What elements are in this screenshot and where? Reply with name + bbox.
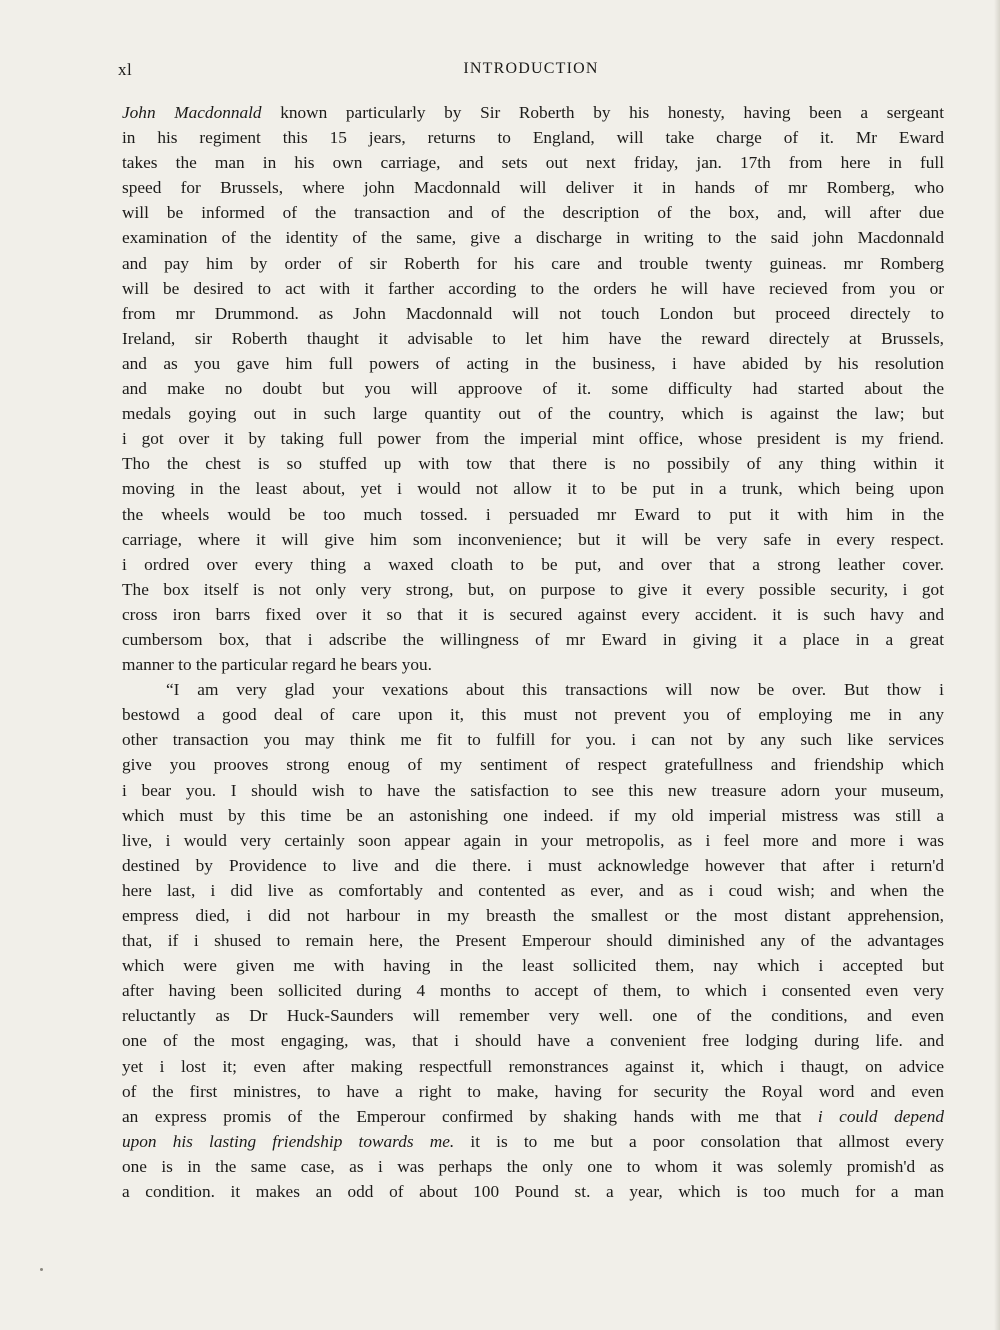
text-line [122, 627, 944, 652]
text-line [122, 401, 944, 426]
text-segment: one is in the same case, as i was perhaps the only one to whom it was solemly promish'd as [122, 1156, 944, 1176]
text-segment: will be desired to act with it farther according to the orders he will have recieved from you or [122, 278, 944, 298]
text-segment: give you prooves strong enoug of my sentiment of respect gratefullness and friendship which [122, 755, 944, 775]
text-segment: live, i would very certainly soon appear again in your metropolis, as i feel more and more i was [122, 830, 944, 850]
text-line [122, 552, 944, 577]
text-segment: known particularly by Sir Roberth by his honesty, having been a sergeant [261, 103, 944, 122]
text-line [122, 1079, 944, 1104]
text-segment: from mr Drummond. as John Macdonnald will not touch London but proceed directely to [122, 303, 944, 323]
body-text [122, 100, 944, 1204]
text-line [122, 953, 944, 978]
text-line [122, 677, 944, 702]
text-line [122, 928, 944, 953]
text-line [122, 276, 944, 301]
text-segment: takes the man in his own carriage, and sets out next friday, jan. 17th from here in full [122, 153, 944, 173]
text-line [122, 527, 944, 552]
text-line [122, 502, 944, 527]
text-line [122, 1104, 944, 1129]
text-segment: one of the most engaging, was, that i should have a convenient free lodging during life. and [122, 1031, 944, 1051]
text-line [122, 251, 944, 276]
text-line [122, 752, 944, 777]
text-segment: Ireland, sir Roberth thaught it advisable to let him have the reward directely at Brussels, [122, 328, 944, 348]
text-segment: and pay him by order of sir Roberth for his care and trouble twenty guineas. mr Romberg [122, 253, 944, 273]
text-line [122, 878, 944, 903]
text-line [122, 727, 944, 752]
text-segment: i bear you. I should wish to have the satisfaction to see this new treasure adorn your museum, [122, 780, 944, 800]
text-line [122, 125, 944, 150]
text-line [122, 451, 944, 476]
text-segment: carriage, where it will give him som inconvenience; but it will be very safe in every respect. [122, 529, 944, 549]
text-line [122, 326, 944, 351]
text-segment: speed for Brussels, where john Macdonnald will deliver it in hands of mr Romberg, who [122, 178, 944, 198]
text-line [122, 1129, 944, 1154]
text-segment: i ordred over every thing a waxed cloath to be put, and over that a strong leather cover. [122, 554, 944, 574]
italic-text-segment: upon his lasting friendship towards me. [122, 1131, 455, 1151]
text-segment: examination of the identity of the same, give a discharge in writing to the said john Macdonnald [122, 228, 944, 248]
text-segment: Tho the chest is so stuffed up with tow that there is no possibily of any thing within it [122, 454, 944, 474]
text-line [122, 426, 944, 451]
text-line [122, 351, 944, 376]
text-line [122, 602, 944, 627]
text-segment: moving in the least about, yet i would not allow it to be put in a trunk, which being upon [122, 479, 944, 499]
text-line [122, 652, 944, 677]
text-segment: after having been sollicited during 4 months to accept of them, to which i consented even very [122, 981, 944, 1001]
text-segment: and as you gave him full powers of acting in the business, i have abided by his resolution [122, 353, 944, 373]
running-head: INTRODUCTION [463, 60, 599, 77]
text-segment: an express promis of the Emperour confirmed by shaking hands with me that [122, 1106, 818, 1126]
text-line [122, 1154, 944, 1179]
text-segment: of the first ministres, to have a right to make, having for security the Royal word and even [122, 1081, 944, 1101]
text-line [122, 702, 944, 727]
text-segment: which must by this time be an astonishing one indeed. if my old imperial mistress was still a [122, 805, 944, 825]
text-segment: a condition. it makes an odd of about 100 Pound st. a year, which is too much for a man [122, 1182, 944, 1202]
text-segment: empress died, i did not harbour in my breasth the smallest or the most distant apprehension, [122, 906, 944, 925]
text-line [122, 1054, 944, 1079]
italic-text-segment: i could depend [817, 1106, 944, 1126]
text-line [122, 476, 944, 501]
text-segment: i got over it by taking full power from the imperial mint office, whose president is my friend. [122, 429, 944, 449]
italic-text-segment: John Macdonnald [122, 103, 262, 122]
text-segment: The box itself is not only very strong, but, on purpose to give it every possible security, i got [122, 579, 944, 599]
text-line [122, 1028, 944, 1053]
text-line [122, 200, 944, 225]
text-segment: will be informed of the transaction and of the description of the box, and, will after due [122, 203, 944, 223]
text-line [122, 903, 944, 928]
text-segment: here last, i did live as comfortably and contented as ever, and as i coud wish; and when the [122, 880, 944, 900]
page-header [118, 60, 944, 84]
text-segment: reluctantly as Dr Huck-Saunders will remember very well. one of the conditions, and even [122, 1006, 944, 1026]
text-line [122, 853, 944, 878]
text-segment: and make no doubt but you will approove of it. some difficulty had started about the [122, 379, 944, 399]
text-line [122, 100, 944, 125]
page-number: xl [118, 60, 133, 79]
text-segment: which were given me with having in the least sollicited them, nay which i accepted but [122, 956, 944, 976]
text-line [122, 803, 944, 828]
text-segment: “I am very glad your vexations about this transactions will now be over. But thow i [166, 680, 944, 700]
text-line [122, 1179, 944, 1204]
text-line [122, 778, 944, 803]
text-line [122, 175, 944, 200]
text-line [122, 1003, 944, 1028]
text-line [122, 577, 944, 602]
text-line [122, 301, 944, 326]
text-segment: other transaction you may think me fit to fulfill for you. i can not by any such like services [122, 730, 944, 750]
scan-edge-shadow [994, 0, 1000, 1330]
text-line [122, 376, 944, 401]
text-segment: bestowd a good deal of care upon it, this must not prevent you of employing me in any [122, 705, 944, 725]
text-segment: medals goying out in such large quantity out of the country, which is against the law; but [122, 404, 944, 424]
text-segment: cumbersom box, that i adscribe the willingness of mr Eward in giving it a place in a great [122, 629, 944, 649]
text-segment: that, if i shused to remain here, the Present Emperour should diminished any of the advantages [122, 931, 944, 951]
text-line [122, 828, 944, 853]
text-segment: yet i lost it; even after making respectfull remonstrances against it, which i thaugt, on advice [122, 1056, 944, 1076]
text-line [122, 225, 944, 250]
text-line [122, 978, 944, 1003]
text-segment: manner to the particular regard he bears you. [122, 655, 432, 675]
text-line [122, 150, 944, 175]
text-segment: destined by Providence to live and die there. i must acknowledge however that after i return'd [122, 855, 944, 875]
text-segment: the wheels would be too much tossed. i persuaded mr Eward to put it with him in the [122, 504, 944, 524]
text-segment: it is to me but a poor consolation that allmost every [454, 1131, 944, 1151]
scan-speck [40, 1268, 43, 1271]
text-segment: in his regiment this 15 jears, returns to England, will take charge of it. Mr Eward [122, 128, 944, 148]
text-segment: cross iron barrs fixed over it so that it is secured against every accident. it is such havy and [122, 604, 944, 624]
